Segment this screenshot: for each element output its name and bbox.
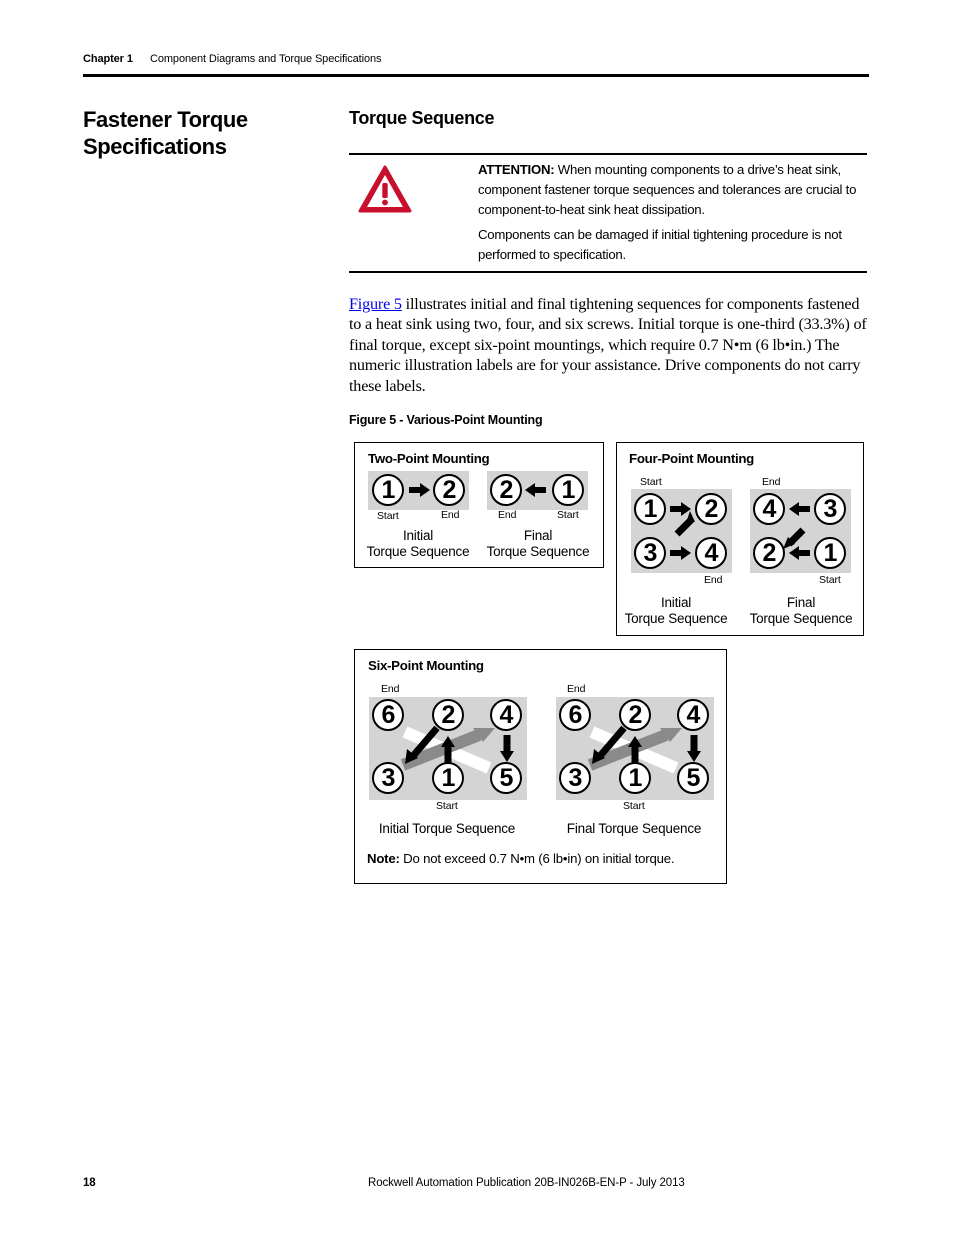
two-point-final-circle: 1 (552, 474, 584, 506)
two-point-start-label: Start (557, 509, 579, 521)
figure-caption: Figure 5 - Various-Point Mounting (349, 413, 543, 427)
four-point-final-caption: Final Torque Sequence (749, 595, 853, 626)
four-point-final-circle: 1 (814, 537, 846, 569)
two-point-start-label: Start (377, 510, 399, 522)
six-point-initial-circle: 2 (432, 699, 464, 731)
four-point-end-label: End (704, 574, 723, 586)
six-point-note (367, 851, 674, 866)
four-point-final-circle: 3 (814, 493, 846, 525)
six-point-arrows (355, 650, 728, 885)
two-point-panel (354, 442, 604, 568)
attention-label: ATTENTION: (478, 162, 555, 177)
note-text: Do not exceed 0.7 N•m (6 lb•in) on initial torque. (403, 851, 675, 866)
attention-text-2: Components can be damaged if initial tightening procedure is not performed to specification. (478, 227, 842, 262)
six-point-final-circle: 2 (619, 699, 651, 731)
figure-5-link[interactable]: Figure 5 (349, 295, 402, 313)
six-point-final-circle: 1 (619, 762, 651, 794)
six-point-final-circle: 6 (559, 699, 591, 731)
two-point-end-label: End (498, 509, 517, 521)
six-point-initial-circle: 3 (372, 762, 404, 794)
six-point-title: Six-Point Mounting (368, 658, 484, 673)
six-point-final-circle: 4 (677, 699, 709, 731)
six-point-panel (354, 649, 727, 884)
header-title: Component Diagrams and Torque Specifications (150, 53, 382, 65)
six-point-initial-circle: 4 (490, 699, 522, 731)
header-chapter: Chapter 1 (83, 53, 133, 65)
attention-rule-top (349, 153, 867, 155)
two-point-initial-caption: Initial Torque Sequence (366, 528, 470, 559)
four-point-final-circle: 4 (753, 493, 785, 525)
four-point-initial-circle: 2 (695, 493, 727, 525)
two-point-initial-circle: 2 (433, 474, 465, 506)
six-point-initial-caption: Initial Torque Sequence (378, 821, 516, 836)
four-point-start-label: Start (819, 574, 841, 586)
six-point-end-label: End (381, 683, 400, 695)
subsection-title: Torque Sequence (349, 108, 495, 128)
six-point-start-label: Start (623, 800, 645, 812)
attention-text (478, 160, 858, 270)
six-point-final-circle: 5 (677, 762, 709, 794)
four-point-initial-caption: Initial Torque Sequence (624, 595, 728, 626)
four-point-initial-circle: 1 (634, 493, 666, 525)
four-point-panel (616, 442, 864, 636)
six-point-initial-circle: 1 (432, 762, 464, 794)
six-point-final-caption: Final Torque Sequence (566, 821, 702, 836)
publication-info: Rockwell Automation Publication 20B-IN026B-EN-P - July 2013 (368, 1177, 685, 1189)
two-point-final-circle: 2 (490, 474, 522, 506)
two-point-final-caption: Final Torque Sequence (486, 528, 590, 559)
four-point-title: Four-Point Mounting (629, 451, 755, 466)
warning-triangle-icon (357, 164, 413, 219)
six-point-initial-circle: 5 (490, 762, 522, 794)
section-title: Fastener Torque Specifications (83, 107, 248, 159)
header-rule (83, 74, 869, 77)
six-point-initial-circle: 6 (372, 699, 404, 731)
four-point-start-label: Start (640, 476, 662, 488)
page-number: 18 (83, 1177, 96, 1189)
body-text: illustrates initial and final tightening sequences for components fastened to a heat sink using two, four, and six screws. Initial torque is one-third (33.3%) of final torque, except six-point mountings, which require 0.7 N•m (6 lb•in.) The numeric illustration labels are for your assistance. Drive components do not carry these labels. (349, 295, 867, 395)
attention-text-1: When mounting components to a drive’s heat sink, component fastener torque sequences and tolerances are crucial to component-to-heat sink heat dissipation. (478, 162, 857, 217)
note-label: Note: (367, 851, 400, 866)
four-point-initial-circle: 4 (695, 537, 727, 569)
four-point-initial-circle: 3 (634, 537, 666, 569)
four-point-end-label: End (762, 476, 781, 488)
six-point-final-circle: 3 (559, 762, 591, 794)
six-point-start-label: Start (436, 800, 458, 812)
two-point-initial-circle: 1 (372, 474, 404, 506)
body-paragraph (349, 294, 869, 396)
two-point-title: Two-Point Mounting (368, 451, 490, 466)
attention-rule-bottom (349, 271, 867, 273)
two-point-end-label: End (441, 509, 460, 521)
four-point-final-circle: 2 (753, 537, 785, 569)
six-point-end-label: End (567, 683, 586, 695)
